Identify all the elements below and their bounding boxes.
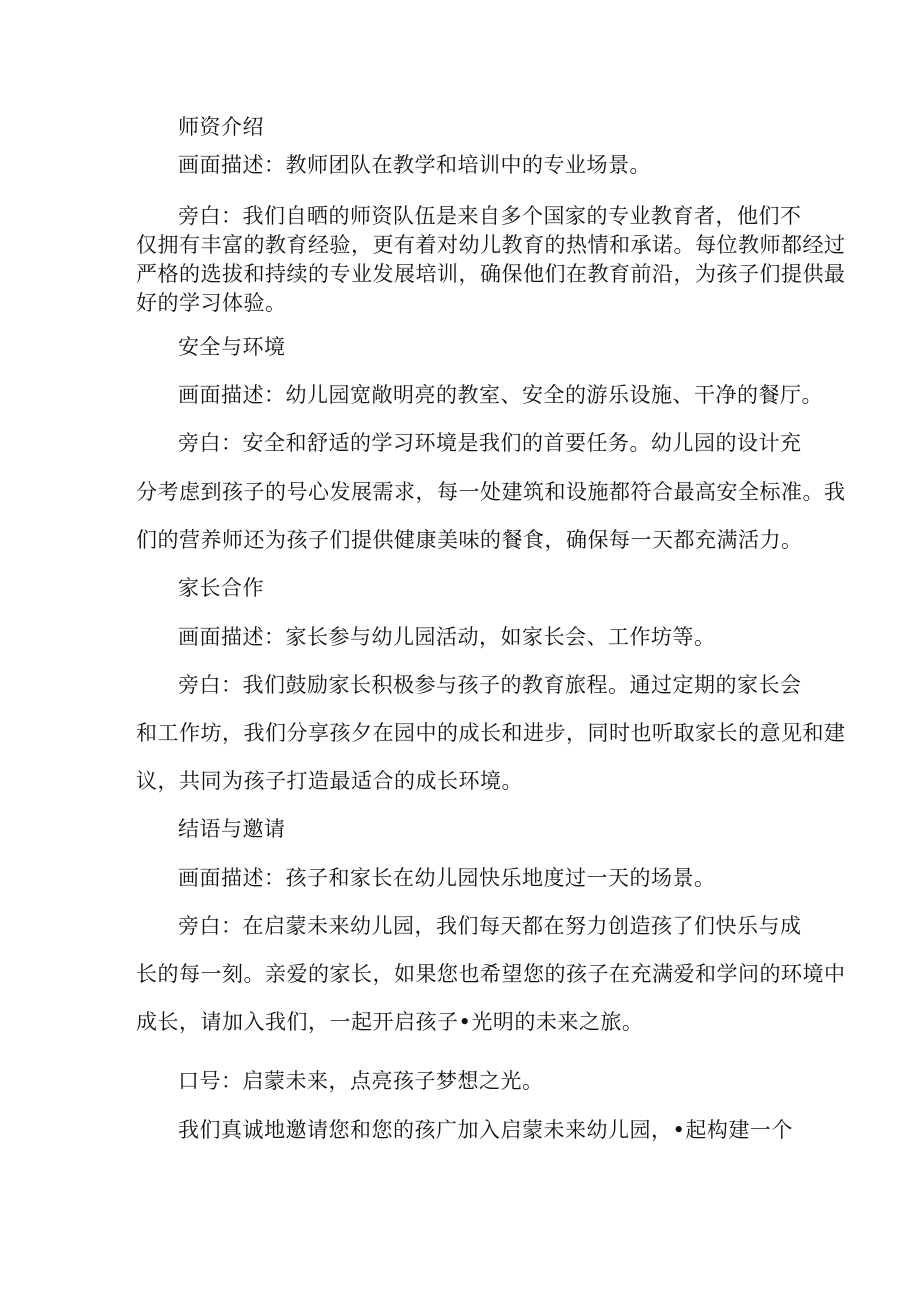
narration-line: 和工作坊，我们分享孩夕在园中的成长和进步，同时也听取家长的意见和建: [136, 721, 846, 745]
narration-line: 旁白：我们鼓励家长积极参与孩子的教育旅程。通过定期的家长会: [178, 673, 802, 697]
section-heading: 结语与邀请: [178, 817, 286, 841]
scene-description: 画面描述：教师团队在教学和培训中的专业场景。: [178, 153, 651, 177]
narration-line: 分考虑到孩子的号心发展需求，每一处建筑和设施都符合最高安全标准。我: [136, 480, 846, 504]
narration-line: 好的学习体验。: [136, 291, 287, 315]
narration-line: 长的每一刻。亲爱的家长，如果您也希望您的孩子在充满爱和学问的环境中: [136, 962, 846, 986]
section-heading: 家长合作: [178, 576, 264, 600]
narration-line: 们的营养师还为孩子们提供健康美味的餐食，确保每一天都充满活力。: [136, 528, 803, 552]
scene-description: 画面描述：家长参与幼儿园活动，如家长会、工作坊等。: [178, 625, 716, 649]
slogan: 口号：启蒙未来，点亮孩子梦想之光。: [178, 1069, 544, 1093]
section-heading: 师资介绍: [178, 115, 264, 139]
narration-line: 成长，请加入我们，一起开启孩子•光明的未来之旅。: [136, 1010, 644, 1034]
narration-line: 旁白：我们自晒的师资队伍是来自多个国家的专业教育者，他们不: [178, 204, 802, 228]
narration-line: 议，共同为孩子打造最适合的成长环境。: [136, 769, 523, 793]
section-heading: 安全与环境: [178, 335, 286, 359]
scene-description: 画面描述：孩子和家长在幼儿园快乐地度过一天的场景。: [178, 866, 716, 890]
narration-line: 旁白：在启蒙未来幼儿园，我们每天都在努力创造孩了们快乐与成: [178, 914, 802, 938]
narration-line: 严格的选拔和持续的专业发展培训，确保他们在教育前沿，为孩子们提供最: [136, 262, 846, 286]
narration-line: 仅拥有丰富的教育经验，更有着对幼儿教育的热情和承诺。每位教师都经过: [136, 233, 846, 257]
closing-invitation: 我们真诚地邀请您和您的孩广加入启蒙未来幼儿园，•起构建一个: [178, 1118, 793, 1142]
narration-line: 旁白：安全和舒适的学习环境是我们的首要任务。幼儿园的设计充: [178, 431, 802, 455]
scene-description: 画面描述：幼儿园宽敞明亮的教室、安全的游乐设施、干净的餐厅。: [178, 383, 823, 407]
